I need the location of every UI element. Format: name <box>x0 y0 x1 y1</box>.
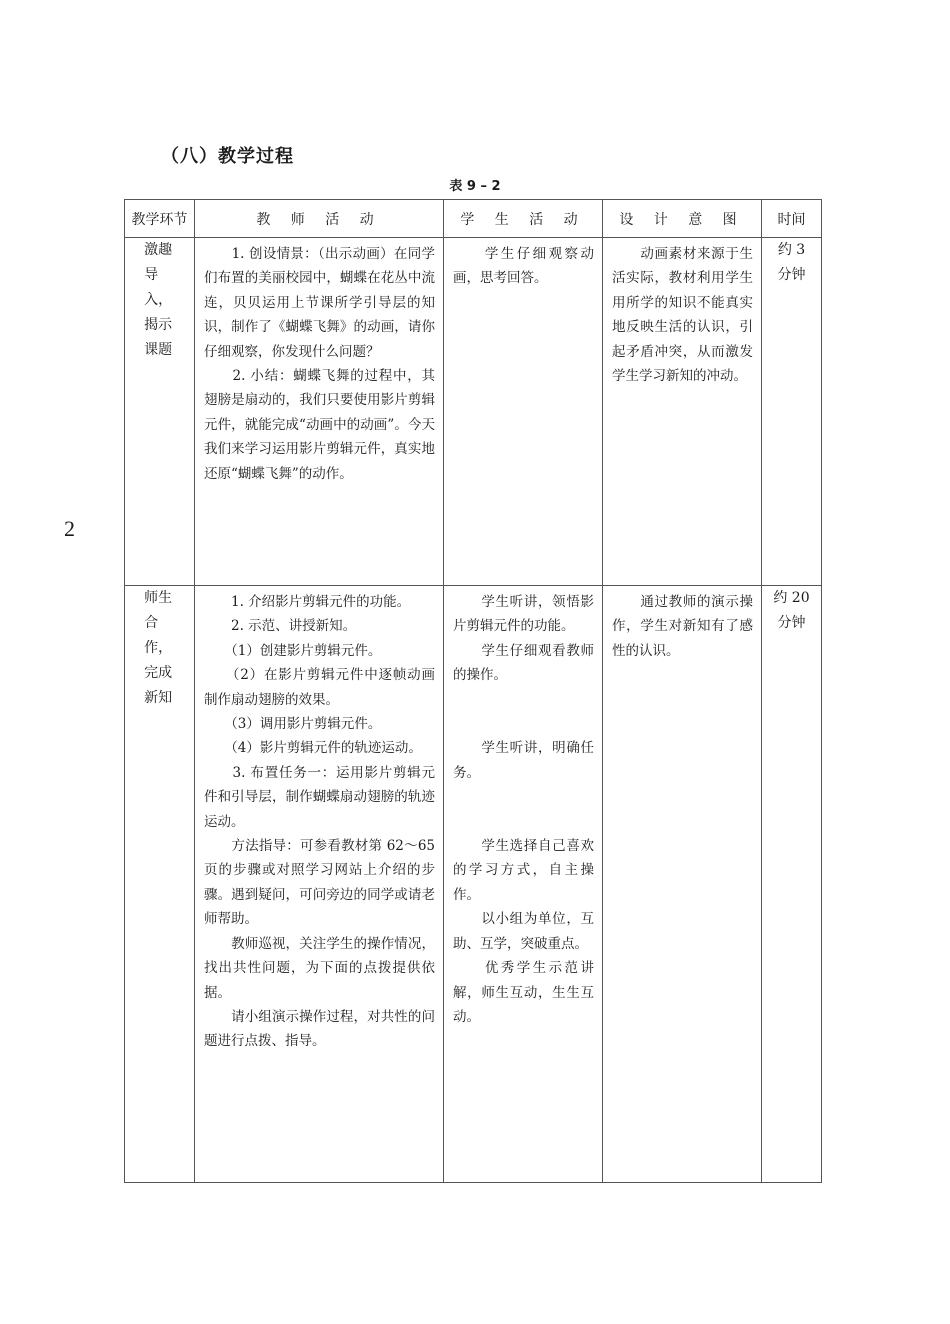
table-caption: 表 9 – 2 <box>449 179 501 194</box>
header-student-activity: 学 生 活 动 <box>444 200 603 238</box>
section-title: （八）教学过程 <box>161 146 294 167</box>
student-activity-cell: 学生仔细观察动画，思考回答。 <box>444 238 603 586</box>
table-row <box>125 238 822 586</box>
student-activity-cell: 学生听讲，领悟影片剪辑元件的功能。 学生仔细观看教师的操作。 学生听讲，明确任务。 学生选择自己喜欢的学习方式，自主操作。 以小组为单位，互助、互学，突破重点。 优秀学生示范讲解，师生互动，生生互动。 <box>444 586 603 1183</box>
lesson-process-table <box>124 199 822 1183</box>
time-cell: 约 20 分钟 <box>762 586 822 1183</box>
stage-cell: 师生 合作， 完成 新知 <box>125 586 195 1183</box>
table-row <box>125 586 822 1183</box>
header-teacher-activity: 教 师 活 动 <box>195 200 444 238</box>
teacher-activity-cell: 1. 介绍影片剪辑元件的功能。 2. 示范、讲授新知。 （1）创建影片剪辑元件。 （2）在影片剪辑元件中逐帧动画制作扇动翅膀的效果。 （3）调用影片剪辑元件。 （4）影片剪辑元件的轨迹运动。 3. 布置任务一：运用影片剪辑元件和引导层，制作蝴蝶扇动翅膀的轨迹运动。 方法指导：可参看教材第 62～65 页的步骤或对照学习网站上介绍的步骤。遇到疑问，可问旁边的同学或请老师帮助。 教师巡视，关注学生的操作情况，找出共性问题，为下面的点拨提供依据。 请小组演示操作过程，对共性的问题进行点拨、指导。 <box>195 586 444 1183</box>
header-stage: 教学环节 <box>125 200 195 238</box>
table-header-row <box>125 200 822 238</box>
design-intent-cell: 动画素材来源于生活实际，教材利用学生用所学的知识不能真实地反映生活的认识，引起矛盾冲突，从而激发学生学习新知的冲动。 <box>603 238 762 586</box>
stage-cell: 激趣 导入， 揭示 课题 <box>125 238 195 586</box>
teacher-activity-cell: 1. 创设情景：（出示动画）在同学们布置的美丽校园中，蝴蝶在花丛中流连，贝贝运用上节课所学引导层的知识，制作了《蝴蝶飞舞》的动画，请你仔细观察，你发现什么问题？ 2. 小结：蝴蝶飞舞的过程中，其翅膀是扇动的，我们只要使用影片剪辑元件，就能完成“动画中的动画”。今天我们来学习运用影片剪辑元件，真实地还原“蝴蝶飞舞”的动作。 <box>195 238 444 586</box>
design-intent-cell: 通过教师的演示操作，学生对新知有了感性的认识。 <box>603 586 762 1183</box>
page-number: 2 <box>64 516 75 541</box>
header-design-intent: 设 计 意 图 <box>603 200 762 238</box>
header-time: 时间 <box>762 200 822 238</box>
time-cell: 约 3 分钟 <box>762 238 822 586</box>
